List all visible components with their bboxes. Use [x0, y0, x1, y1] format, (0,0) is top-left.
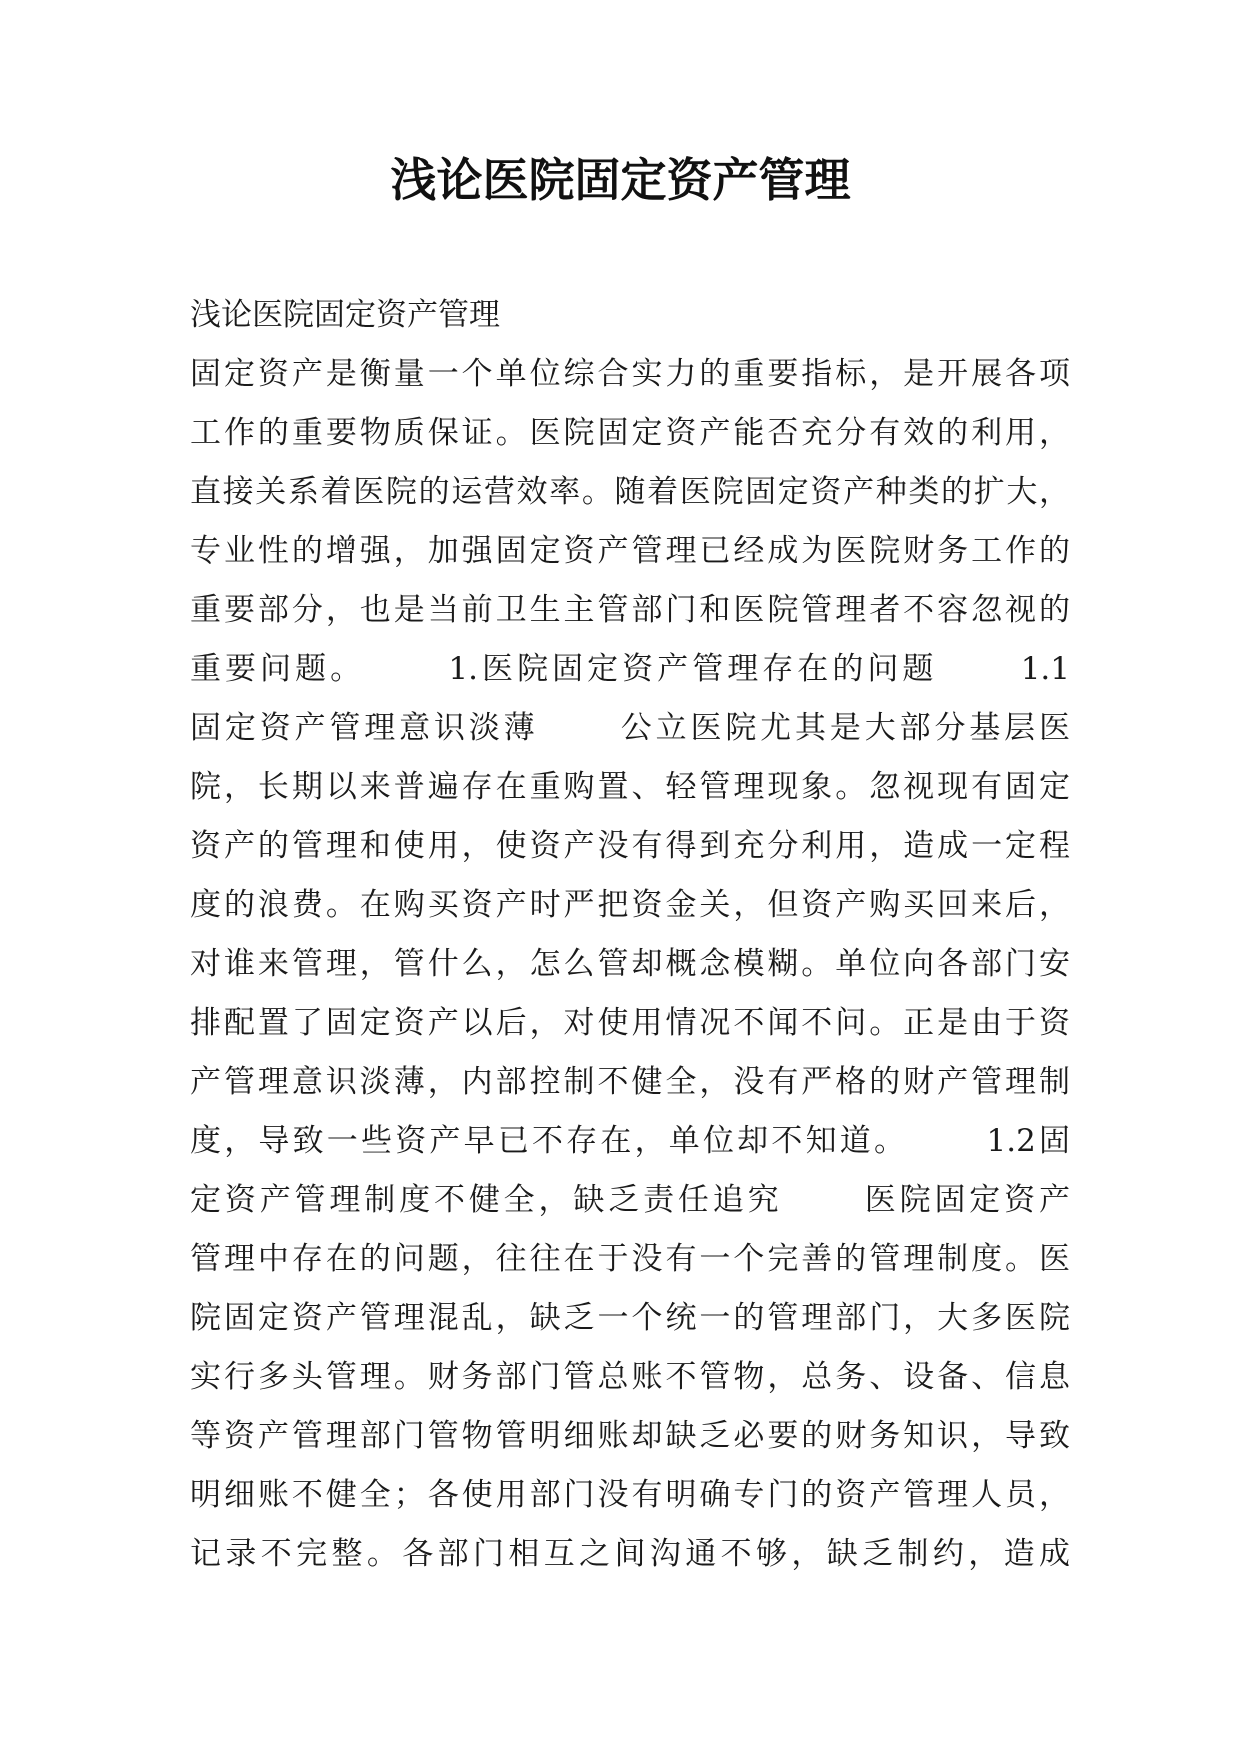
body-line-11: 度的浪费。在购买资产时严把资金关，但资产购买回来后，	[190, 887, 1070, 923]
body-line-17: 管理中存在的问题，往往在于没有一个完善的管理制度。医	[190, 1241, 1070, 1277]
body-line-8: 固定资产管理意识淡薄 公立医院尤其是大部分基层医	[190, 710, 1070, 746]
body-line-12: 对谁来管理，管什么，怎么管却概念模糊。单位向各部门安	[190, 946, 1070, 982]
body-line-19: 实行多头管理。财务部门管总账不管物，总务、设备、信息	[190, 1359, 1070, 1395]
body-line-4: 直接关系着医院的运营效率。随着医院固定资产种类的扩大，	[190, 474, 1070, 510]
body-line-9: 院，长期以来普遍存在重购置、轻管理现象。忽视现有固定	[190, 769, 1070, 805]
body-line-7: 重要问题。 1.医院固定资产管理存在的问题 1.1	[190, 651, 1070, 687]
body-line-22: 记录不完整。各部门相互之间沟通不够，缺乏制约，造成	[190, 1536, 1070, 1572]
document-title: 浅论医院固定资产管理	[390, 153, 851, 207]
body-line-15: 度，导致一些资产早已不存在，单位却不知道。 1.2固	[190, 1123, 1070, 1159]
body-line-20: 等资产管理部门管物管明细账却缺乏必要的财务知识，导致	[190, 1418, 1070, 1454]
body-line-5: 专业性的增强，加强固定资产管理已经成为医院财务工作的	[190, 533, 1070, 569]
body-line-14: 产管理意识淡薄，内部控制不健全，没有严格的财产管理制	[190, 1064, 1070, 1100]
body-line-3: 工作的重要物质保证。医院固定资产能否充分有效的利用，	[190, 415, 1070, 451]
body-line-2: 固定资产是衡量一个单位综合实力的重要指标，是开展各项	[190, 356, 1070, 392]
body-line-16: 定资产管理制度不健全，缺乏责任追究 医院固定资产	[190, 1182, 1070, 1218]
body-line-21: 明细账不健全；各使用部门没有明确专门的资产管理人员，	[190, 1477, 1070, 1513]
body-line-6: 重要部分，也是当前卫生主管部门和医院管理者不容忽视的	[190, 592, 1070, 628]
body-line-13: 排配置了固定资产以后，对使用情况不闻不问。正是由于资	[190, 1005, 1070, 1041]
body-line-10: 资产的管理和使用，使资产没有得到充分利用，造成一定程	[190, 828, 1070, 864]
body-line-1: 浅论医院固定资产管理	[190, 297, 500, 333]
document-body	[190, 286, 1070, 1584]
body-line-18: 院固定资产管理混乱，缺乏一个统一的管理部门，大多医院	[190, 1300, 1070, 1336]
